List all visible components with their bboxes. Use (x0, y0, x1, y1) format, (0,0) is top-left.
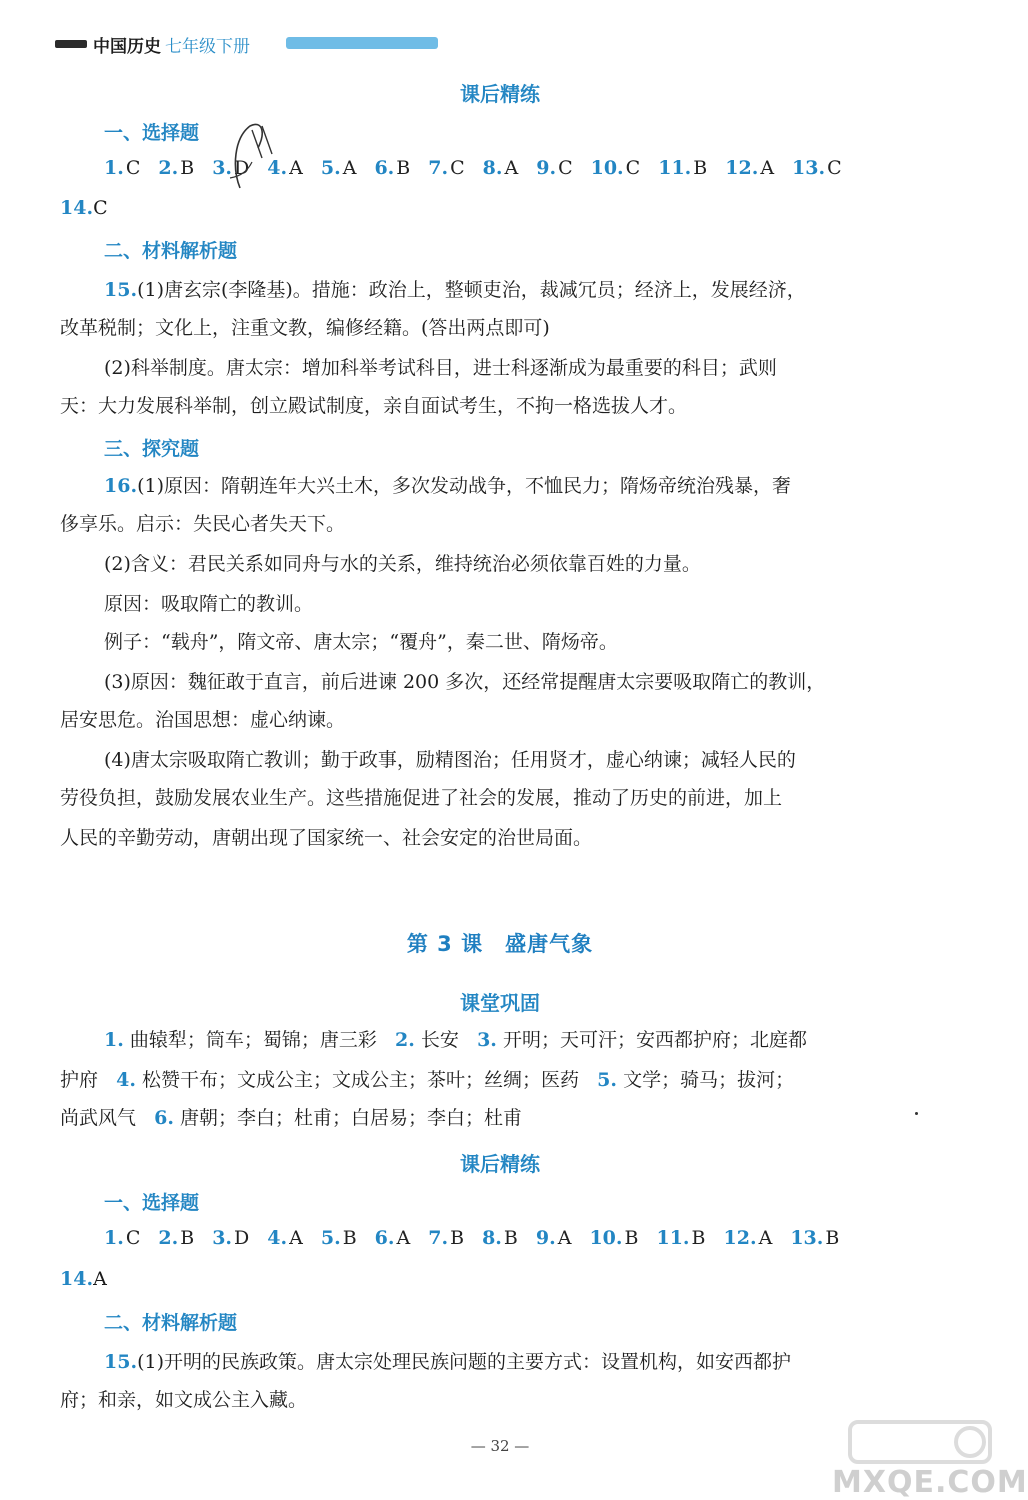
answer-number: 3. (212, 157, 233, 179)
q15-line-1 (104, 278, 806, 302)
q15-text-1: (1)唐玄宗(李隆基)。措施：政治上，整顿吏治，裁减冗员；经济上，发展经济， (137, 279, 806, 301)
lesson-number: 第 3 课 (406, 932, 484, 956)
choice-answer (536, 1227, 572, 1249)
material-heading: 二、材料解析题 (104, 240, 238, 262)
answer-number: 6. (374, 157, 395, 179)
header-book-title: 中国历史 (93, 36, 161, 57)
answer-value: B (180, 157, 195, 179)
answer-number: 9. (536, 157, 557, 179)
choice-answer (658, 157, 707, 179)
answer-value: C (625, 157, 641, 179)
choice-answer (321, 157, 357, 179)
explore-heading: 三、探究题 (104, 438, 200, 460)
answer-number: 5. (320, 157, 341, 179)
answer-value: B (503, 1227, 518, 1249)
choice-answer (536, 157, 572, 179)
answer-value: B (691, 1227, 706, 1249)
q16-line-7: 居安思危。治国思想：虚心纳谏。 (60, 709, 346, 731)
choice-answer (792, 157, 842, 179)
answer-value: A (342, 157, 357, 179)
choice-answer (428, 1227, 464, 1249)
answer-value: B (180, 1227, 195, 1249)
answer-value: A (289, 157, 303, 179)
answer-value: B (624, 1227, 639, 1249)
answer-value: A (758, 1227, 773, 1249)
answer-text: 尚武风气 (60, 1107, 137, 1129)
section-title-practice: 课后精练 (460, 82, 540, 106)
consolidate-line-2 (60, 1068, 794, 1092)
q16-line-10: 人民的辛勤劳动，唐朝出现了国家统一、社会安定的治世局面。 (60, 827, 593, 849)
page-header (55, 30, 250, 58)
q15-line-4: 天：大力发展科举制，创立殿试制度，亲自面试考生，不拘一格选拔人才。 (60, 395, 688, 417)
answer-value: B (693, 157, 708, 179)
question-number: 6. (154, 1107, 174, 1129)
answer-number: 11. (658, 157, 692, 179)
q16-line-1 (104, 474, 791, 498)
answer-value: C (93, 197, 108, 219)
answer-value: A (93, 1268, 107, 1290)
answer-value: A (289, 1227, 303, 1249)
choice-answer (482, 1227, 518, 1249)
answer-value: C (125, 157, 141, 179)
choice-answer (483, 157, 519, 179)
choice-answer (321, 1227, 357, 1249)
consolidate-line-1 (104, 1028, 807, 1052)
choice-answers-row (104, 157, 860, 179)
answer-value: B (825, 1227, 840, 1249)
header-dash-icon (55, 40, 87, 48)
choice-answers-row-2 (104, 1227, 857, 1249)
answer-number: 5. (320, 1227, 341, 1249)
answer-text: 开明；天可汗；安西都护府；北庭都 (502, 1029, 807, 1051)
answer-number: 7. (428, 1227, 449, 1249)
answer-value: C (450, 157, 465, 179)
choice-answer (589, 1227, 638, 1249)
q16-line-3: (2)含义：君民关系如同舟与水的关系，维持统治必须依靠百姓的力量。 (104, 553, 701, 575)
choice-answer (212, 1227, 249, 1249)
choice-answer (375, 1227, 411, 1249)
q16-line-8: (4)唐太宗吸取隋亡教训；勤于政事，励精图治；任用贤才，虚心纳谏；减轻人民的 (104, 749, 796, 771)
answer-text: 松赞干布；文成公主；文成公主；茶叶；丝绸；医药 (142, 1069, 580, 1091)
answer-value: B (342, 1227, 357, 1249)
answer-text: 长安 (420, 1029, 459, 1051)
lesson-name: 盛唐气象 (505, 932, 594, 956)
section-title-consolidate: 课堂巩固 (460, 991, 540, 1015)
answer-number: 9. (535, 1227, 556, 1249)
answer-value: B (396, 157, 411, 179)
q16-line-6: (3)原因：魏征敢于直言，前后进谏 200 多次，还经常提醒唐太宗要吸取隋亡的教训， (104, 671, 826, 693)
l3-q15-line-1 (104, 1350, 791, 1374)
lesson-title (0, 928, 1000, 958)
choice-heading-2: 一、选择题 (104, 1192, 200, 1214)
choice-answer (104, 1227, 140, 1249)
material-heading-2: 二、材料解析题 (104, 1312, 238, 1334)
pencil-scribble-icon (222, 118, 292, 198)
question-number: 15. (104, 1351, 138, 1373)
page-number: — 32 — (470, 1437, 530, 1455)
l3-q15-text-1: (1)开明的民族政策。唐太宗处理民族问题的主要方式：设置机构，如安西都护 (137, 1351, 791, 1373)
answer-number: 8. (482, 157, 503, 179)
answer-number: 10. (590, 157, 624, 179)
answer-number: 7. (428, 157, 449, 179)
answer-number: 14. (60, 197, 94, 219)
choice-answer-14-2 (60, 1268, 107, 1290)
l3-q15-line-2: 府；和亲，如文成公主入藏。 (60, 1389, 308, 1411)
q16-line-2: 侈享乐。启示：失民心者失天下。 (60, 513, 346, 535)
answer-text: 唐朝；李白；杜甫；白居易；李白；杜甫 (180, 1107, 523, 1129)
answer-number: 8. (482, 1227, 502, 1249)
answer-number: 4. (267, 1227, 288, 1249)
question-number: 1. (104, 1029, 124, 1051)
answer-value: C (558, 157, 573, 179)
answer-number: 13. (792, 157, 826, 179)
choice-answer (656, 1227, 705, 1249)
choice-answer (591, 157, 641, 179)
header-grade: 七年级下册 (165, 36, 250, 57)
answer-value: D (234, 1227, 250, 1249)
header-bar (286, 37, 438, 49)
choice-answer (158, 1227, 194, 1249)
answer-value: C (827, 157, 842, 179)
choice-answer (790, 1227, 839, 1249)
section-title-practice-2: 课后精练 (460, 1152, 540, 1176)
answer-number: 10. (589, 1227, 623, 1249)
answer-text: 曲辕犁；筒车；蜀锦；唐三彩 (129, 1029, 377, 1051)
answer-number: 12. (725, 157, 759, 179)
answer-value: A (396, 1227, 411, 1249)
question-number: 2. (395, 1029, 415, 1051)
choice-answer-14 (60, 197, 108, 219)
answer-number: 6. (374, 1227, 395, 1249)
answer-value: A (557, 1227, 572, 1249)
answer-value: A (504, 157, 519, 179)
answer-number: 11. (656, 1227, 690, 1249)
stray-dot (915, 1112, 918, 1115)
answer-text: 护府 (60, 1069, 99, 1091)
question-number: 15. (104, 279, 138, 301)
answer-value: D (234, 157, 250, 179)
q16-line-4: 原因：吸取隋亡的教训。 (104, 593, 314, 615)
choice-answer (428, 157, 464, 179)
q15-line-3: (2)科举制度。唐太宗：增加科举考试科目，进士科逐渐成为最重要的科目；武则 (104, 357, 777, 379)
watermark-text: MXQE.COM (832, 1465, 1028, 1500)
answer-number: 13. (790, 1227, 824, 1249)
q16-line-9: 劳役负担，鼓励发展农业生产。这些措施促进了社会的发展，推动了历史的前进，加上 (60, 787, 783, 809)
answer-number: 1. (104, 1227, 124, 1249)
answer-number: 2. (158, 1227, 179, 1249)
choice-answer (158, 157, 194, 179)
answer-number: 1. (104, 157, 124, 179)
choice-answer (267, 1227, 303, 1249)
answer-number: 2. (158, 157, 179, 179)
q16-text-1: (1)原因：隋朝连年大兴土木，多次发动战争，不恤民力；隋炀帝统治残暴，奢 (137, 475, 791, 497)
consolidate-line-3 (60, 1106, 522, 1130)
question-number: 3. (477, 1029, 497, 1051)
choice-heading: 一、选择题 (104, 122, 200, 144)
question-number: 5. (597, 1069, 618, 1091)
q15-line-2: 改革税制；文化上，注重文教，编修经籍。(答出两点即可) (60, 317, 550, 339)
answer-number: 12. (723, 1227, 757, 1249)
answer-number: 4. (267, 157, 288, 179)
answer-number: 14. (60, 1268, 94, 1290)
choice-answer (104, 157, 140, 179)
answer-value: C (125, 1227, 141, 1249)
question-number: 16. (104, 475, 138, 497)
answer-number: 3. (212, 1227, 233, 1249)
answer-value: B (450, 1227, 465, 1249)
question-number: 4. (116, 1069, 136, 1091)
choice-answer (374, 157, 410, 179)
answer-text: 文学；骑马；拔河； (623, 1069, 795, 1091)
choice-answer (725, 157, 774, 179)
q16-line-5: 例子：“载舟”，隋文帝、唐太宗；“覆舟”，秦二世、隋炀帝。 (104, 631, 618, 653)
choice-answer (724, 1227, 773, 1249)
answer-value: A (760, 157, 775, 179)
